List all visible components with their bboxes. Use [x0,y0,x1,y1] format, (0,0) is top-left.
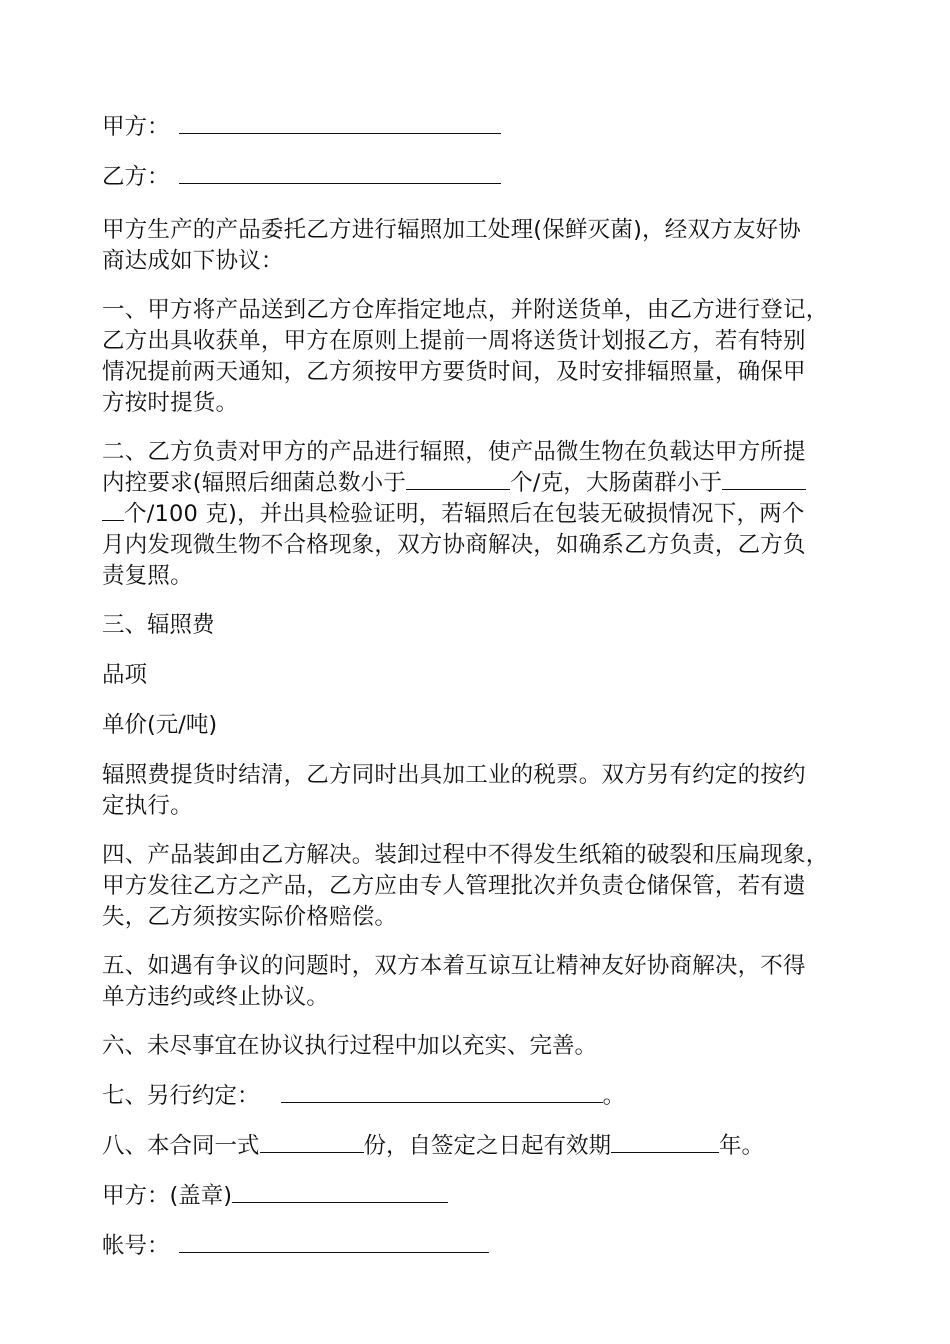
party-b-label: 乙方： [102,164,170,190]
clause-7-end: 。 [602,1083,626,1109]
clause-2-line [102,468,854,499]
clause-2-text: 个/克，大肠菌群小于 [510,470,723,496]
party-b-blank[interactable] [179,162,501,184]
contract-document [102,112,854,1281]
bacteria-count-blank[interactable] [406,468,510,490]
party-a-blank[interactable] [179,112,501,134]
clause-2-text: 个/100 克)，并出具检验证明，若辐照后在包装无破损情况下，两个 [124,501,805,527]
clause-5-line: 五、如遇有争议的问题时，双方本着互谅互让精神友好协商解决，不得 [102,953,806,979]
fee-note-line: 辐照费提货时结清，乙方同时出具加工业的税票。双方另有约定的按约 [102,762,806,788]
coliform-blank[interactable] [722,468,806,490]
intro-paragraph [102,215,854,277]
validity-years-blank[interactable] [611,1131,719,1153]
clause-6: 六、未尽事宜在协议执行过程中加以充实、完善。 [102,1033,598,1059]
fee-note [102,760,854,822]
clause-8-text: 份，自签定之日起有效期 [363,1133,612,1159]
clause-4 [102,840,854,933]
account-line [102,1231,854,1262]
item-label: 品项 [102,662,148,688]
unit-price-label: 单价(元/吨) [102,712,218,738]
clause-8-text: 年。 [719,1133,765,1159]
clause-1-line: 情况提前两天通知，乙方须按甲方要货时间，及时安排辐照量，确保甲 [102,359,806,385]
clause-1-line: 一、甲方将产品送到乙方仓库指定地点，并附送货单，由乙方进行登记， [102,297,829,323]
clause-5-line: 单方违约或终止协议。 [102,984,330,1010]
sign-party-a [102,1181,854,1212]
clause-4-line: 甲方发往乙方之产品，乙方应由专人管理批次并负责仓储保管，若有遗 [102,873,806,899]
clause-8 [102,1131,854,1162]
clause-4-line: 失，乙方须按实际价格赔偿。 [102,904,398,930]
clause-7-label: 七、另行约定： [102,1083,260,1109]
clause-3-title: 三、辐照费 [102,612,215,638]
seal-blank[interactable] [232,1181,448,1203]
clause-5 [102,951,854,1013]
clause-2-text: 内控要求(辐照后细菌总数小于 [102,470,407,496]
clause-7 [102,1081,854,1112]
sign-party-a-label: 甲方：(盖章) [102,1183,233,1209]
clause-1 [102,295,854,419]
party-a-label: 甲方： [102,114,170,140]
party-a-line [102,112,854,143]
clause-8-text: 八、本合同一式 [102,1133,260,1159]
party-b-line [102,162,854,193]
clause-2-line: 责复照。 [102,563,193,589]
other-terms-blank[interactable] [281,1081,603,1103]
clause-2-line: 二、乙方负责对甲方的产品进行辐照，使产品微生物在负载达甲方所提 [102,439,806,465]
clause-2-line [102,499,854,530]
intro-line: 商达成如下协议： [102,248,284,274]
coliform-blank-continued[interactable] [102,499,124,521]
account-blank[interactable] [179,1231,489,1253]
intro-line: 甲方生产的产品委托乙方进行辐照加工处理(保鲜灭菌)，经双方友好协 [102,217,801,243]
clause-2 [102,437,854,592]
clause-1-line: 乙方出具收获单，甲方在原则上提前一周将送货计划报乙方，若有特别 [102,328,806,354]
copies-blank[interactable] [260,1131,364,1153]
clause-2-line: 月内发现微生物不合格现象，双方协商解决，如确系乙方负责，乙方负 [102,532,806,558]
clause-1-line: 方按时提货。 [102,390,239,416]
account-label: 帐号： [102,1233,170,1259]
fee-note-line: 定执行。 [102,793,193,819]
clause-4-line: 四、产品装卸由乙方解决。装卸过程中不得发生纸箱的破裂和压扁现象， [102,842,829,868]
